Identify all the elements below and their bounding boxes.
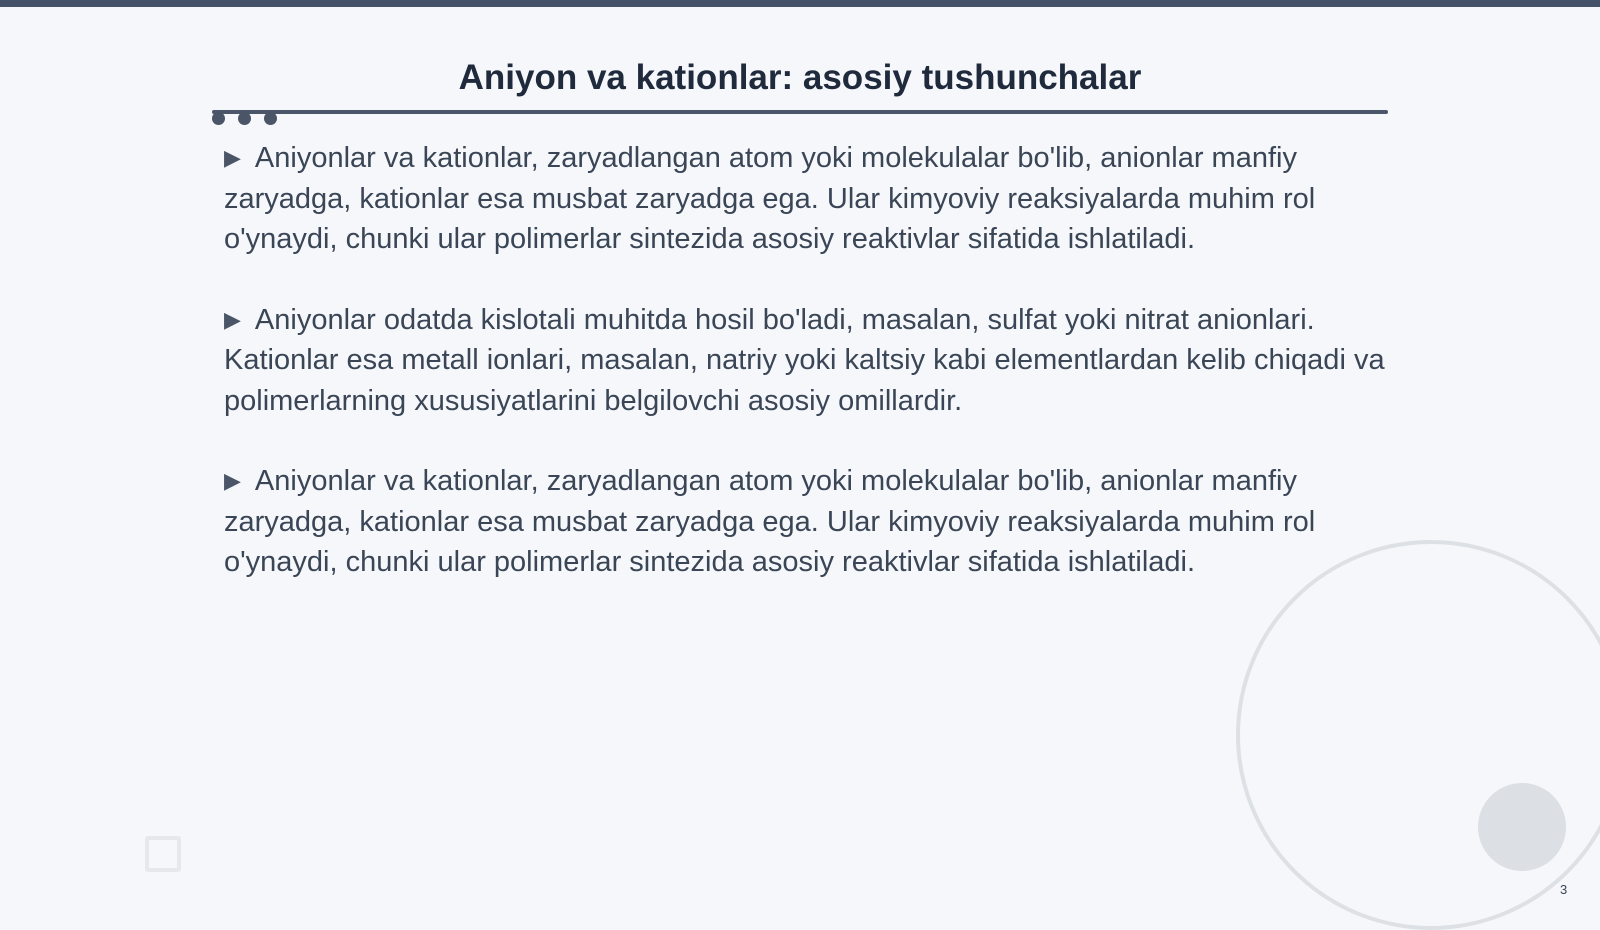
decorative-dot bbox=[212, 112, 225, 125]
bullet-text: Aniyonlar va kationlar, zaryadlangan atom yoki molekulalar bo'lib, anionlar manfiy zaryadga, kationlar esa musbat zaryadga ega. Ular kimyoviy reaksiyalarda muhim rol o'ynaydi, chunki ular polimerlar sintezida asosiy reaktivlar sifatida ishlatiladi. bbox=[224, 142, 1316, 255]
decorative-dot bbox=[264, 112, 277, 125]
top-accent-strip bbox=[0, 0, 1600, 7]
bullet-item bbox=[224, 138, 1394, 260]
decorative-circle bbox=[1478, 783, 1566, 871]
bullet-list bbox=[224, 138, 1394, 623]
bullet-text: Aniyonlar va kationlar, zaryadlangan atom yoki molekulalar bo'lib, anionlar manfiy zaryadga, kationlar esa musbat zaryadga ega. Ular kimyoviy reaksiyalarda muhim rol o'ynaydi, chunki ular polimerlar sintezida asosiy reaktivlar sifatida ishlatiladi. bbox=[224, 465, 1316, 578]
bullet-arrow-icon: ▶ bbox=[224, 145, 241, 170]
bullet-arrow-icon: ▶ bbox=[224, 306, 241, 332]
bullet-item bbox=[224, 300, 1394, 422]
decorative-dot bbox=[238, 112, 251, 125]
slide-title: Aniyon va kationlar: asosiy tushunchalar bbox=[458, 58, 1142, 97]
bullet-text: Aniyonlar odatda kislotali muhitda hosil bo'ladi, masalan, sulfat yoki nitrat anionlari. Kationlar esa metall ionlari, masalan, natriy yoki kaltsiy kabi elementlardan kelib chiqadi va polimerlarning xususiyatlarini belgilovchi asosiy omillardir. bbox=[224, 303, 1385, 417]
bullet-arrow-icon: ▶ bbox=[224, 468, 241, 493]
bullet-item bbox=[224, 461, 1394, 583]
title-underline bbox=[212, 110, 1388, 114]
page-number: 3 bbox=[1560, 882, 1568, 897]
decorative-ring bbox=[1236, 540, 1600, 930]
decorative-square bbox=[145, 836, 181, 872]
